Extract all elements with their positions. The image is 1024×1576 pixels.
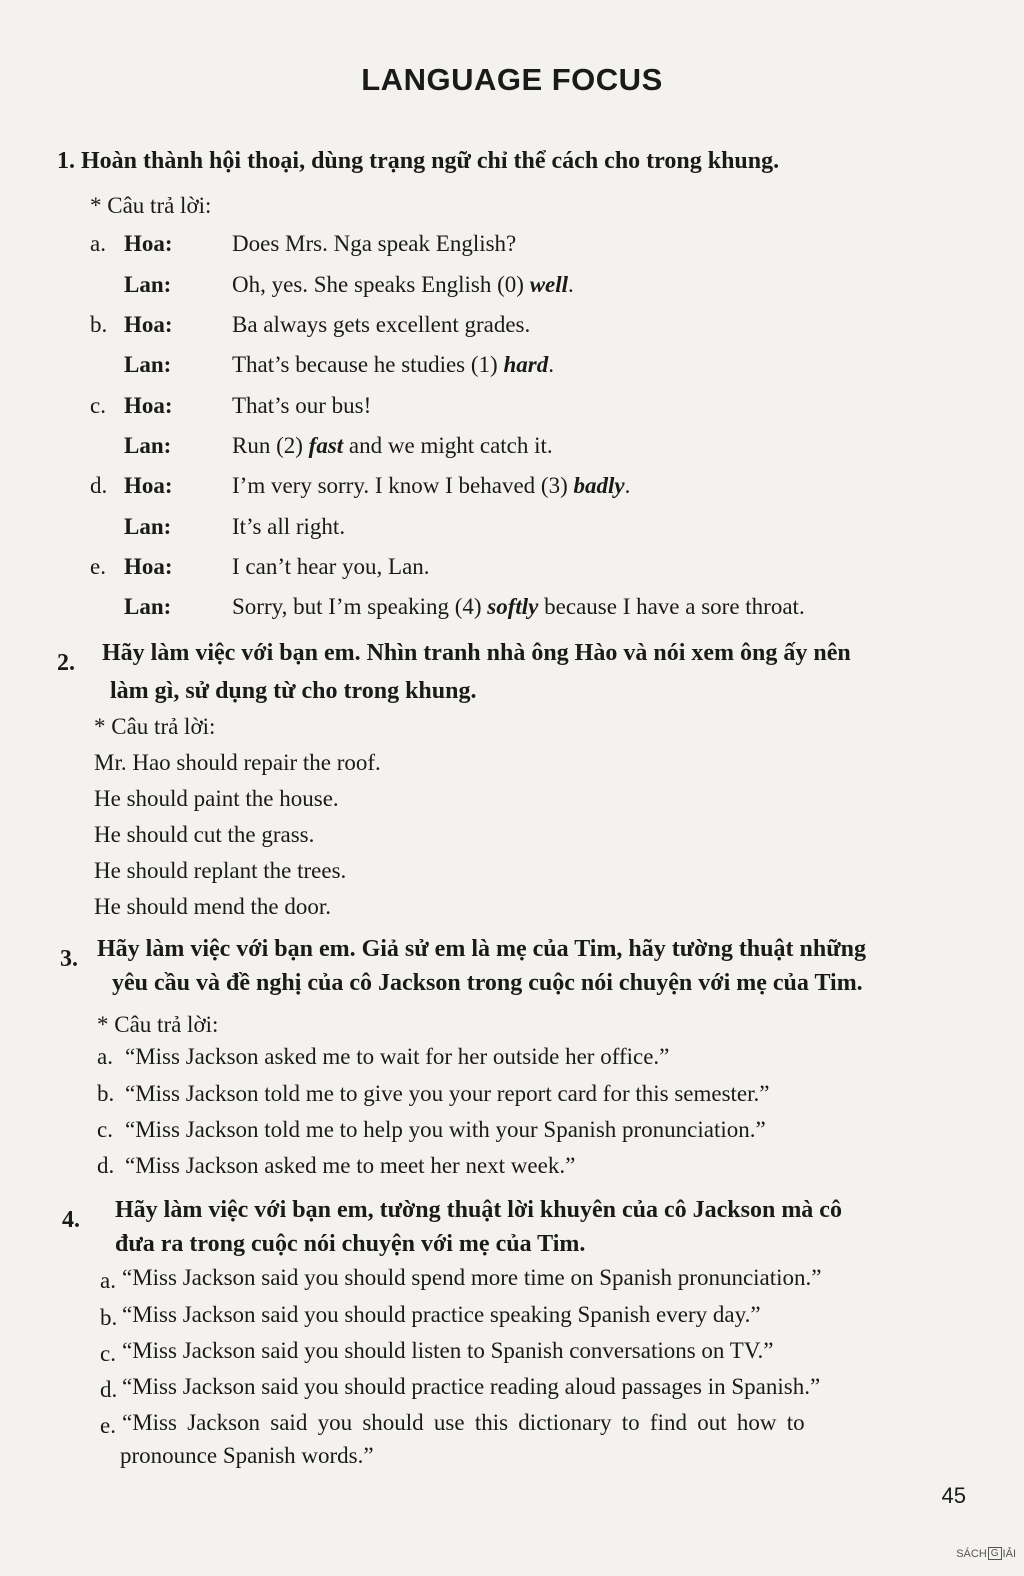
q1-item-letter: c. bbox=[90, 393, 106, 418]
speaker-label: Hoa: bbox=[124, 312, 173, 337]
watermark-left: SÁCH bbox=[956, 1547, 987, 1560]
q3-answer-label: * Câu trả lời: bbox=[97, 1012, 219, 1037]
dialogue-line: I’m very sorry. I know I behaved (3) badly. bbox=[232, 473, 631, 498]
speaker-label: Hoa: bbox=[124, 554, 173, 579]
q4-item-letter: a. bbox=[100, 1268, 116, 1293]
q1-item-letter: b. bbox=[90, 312, 108, 337]
q4-number: 4. bbox=[62, 1207, 80, 1233]
q1-item-letter: d. bbox=[90, 473, 108, 498]
q2-answer: He should mend the door. bbox=[94, 894, 331, 919]
speaker-label: Lan: bbox=[124, 272, 172, 297]
dialogue-line: That’s our bus! bbox=[232, 393, 372, 418]
q4-heading-line: Hãy làm việc với bạn em, tường thuật lời khuyên của cô Jackson mà cô bbox=[115, 1197, 842, 1223]
q2-heading-line: làm gì, sử dụng từ cho trong khung. bbox=[110, 678, 477, 704]
q4-item-text: “Miss Jackson said you should use this dictionary to find out how to bbox=[122, 1410, 805, 1435]
q4-item-letter: c. bbox=[100, 1341, 116, 1366]
q3-number: 3. bbox=[60, 946, 78, 972]
q2-heading-line: Hãy làm việc với bạn em. Nhìn tranh nhà ông Hào và nói xem ông ấy nên bbox=[102, 640, 851, 666]
q3-item-letter: c. bbox=[97, 1117, 113, 1142]
q3-item-letter: b. bbox=[97, 1081, 115, 1106]
q2-answer-label: * Câu trả lời: bbox=[94, 714, 216, 739]
speaker-label: Lan: bbox=[124, 352, 172, 377]
speaker-label: Hoa: bbox=[124, 393, 173, 418]
q1-item-letter: a. bbox=[90, 231, 106, 256]
speaker-label: Lan: bbox=[124, 514, 172, 539]
page-title: LANGUAGE FOCUS bbox=[361, 62, 663, 97]
q3-heading-line: Hãy làm việc với bạn em. Giả sử em là mẹ của Tim, hãy tường thuật những bbox=[97, 936, 866, 962]
dialogue-line: Oh, yes. She speaks English (0) well. bbox=[232, 272, 574, 297]
dialogue-line: Run (2) fast and we might catch it. bbox=[232, 433, 553, 458]
answer-adverb: hard bbox=[503, 352, 549, 377]
q4-item-text: “Miss Jackson said you should practice reading aloud passages in Spanish.” bbox=[122, 1374, 821, 1399]
q2-answer: He should replant the trees. bbox=[94, 858, 347, 883]
answer-adverb: fast bbox=[308, 433, 344, 458]
watermark-box: G bbox=[988, 1547, 1002, 1560]
q1-heading-text: Hoàn thành hội thoại, dùng trạng ngữ chỉ thể cách cho trong khung. bbox=[81, 148, 780, 174]
q1-number: 1. bbox=[57, 148, 75, 174]
dialogue-line: Ba always gets excellent grades. bbox=[232, 312, 531, 337]
answer-adverb: well bbox=[529, 272, 569, 297]
speaker-label: Hoa: bbox=[124, 473, 173, 498]
q4-item-text: “Miss Jackson said you should spend more time on Spanish pronunciation.” bbox=[122, 1265, 822, 1290]
q3-item-letter: d. bbox=[97, 1153, 115, 1178]
speaker-label: Lan: bbox=[124, 594, 172, 619]
watermark-logo bbox=[956, 1547, 1016, 1560]
q4-item-text: “Miss Jackson said you should listen to Spanish conversations on TV.” bbox=[122, 1338, 774, 1363]
answer-adverb: badly bbox=[573, 473, 625, 498]
q3-heading-line: yêu cầu và đề nghị của cô Jackson trong cuộc nói chuyện với mẹ của Tim. bbox=[112, 970, 863, 996]
dialogue-line: Does Mrs. Nga speak English? bbox=[232, 231, 517, 256]
q4-item-text: “Miss Jackson said you should practice speaking Spanish every day.” bbox=[122, 1302, 761, 1327]
dialogue-line: Sorry, but I’m speaking (4) softly because I have a sore throat. bbox=[232, 594, 805, 619]
q3-item-letter: a. bbox=[97, 1044, 113, 1069]
dialogue-line: I can’t hear you, Lan. bbox=[232, 554, 430, 579]
q4-item-letter: d. bbox=[100, 1377, 118, 1402]
q1-item-letter: e. bbox=[90, 554, 106, 579]
speaker-label: Hoa: bbox=[124, 231, 173, 256]
q4-item-letter: b. bbox=[100, 1305, 118, 1330]
q2-answer: He should paint the house. bbox=[94, 786, 339, 811]
q2-answer: Mr. Hao should repair the roof. bbox=[94, 750, 381, 775]
q1-answer-label: * Câu trả lời: bbox=[90, 193, 212, 218]
page-number: 45 bbox=[941, 1483, 966, 1508]
speaker-label: Lan: bbox=[124, 433, 172, 458]
q4-heading-line: đưa ra trong cuộc nói chuyện với mẹ của Tim. bbox=[115, 1231, 586, 1257]
dialogue-line: That’s because he studies (1) hard. bbox=[232, 352, 554, 377]
q3-item-text: “Miss Jackson asked me to wait for her outside her office.” bbox=[125, 1044, 670, 1069]
watermark-right: IẢI bbox=[1002, 1547, 1016, 1560]
q3-item-text: “Miss Jackson told me to give you your report card for this semester.” bbox=[125, 1081, 770, 1106]
q3-item-text: “Miss Jackson told me to help you with your Spanish pronunciation.” bbox=[125, 1117, 766, 1142]
q2-number: 2. bbox=[57, 650, 75, 676]
dialogue-line: It’s all right. bbox=[232, 514, 346, 539]
q2-answer: He should cut the grass. bbox=[94, 822, 315, 847]
q3-item-text: “Miss Jackson asked me to meet her next week.” bbox=[125, 1153, 576, 1178]
q4-item-text-cont: pronounce Spanish words.” bbox=[120, 1443, 374, 1468]
q1-heading bbox=[57, 148, 779, 175]
q4-item-letter: e. bbox=[100, 1413, 116, 1438]
answer-adverb: softly bbox=[487, 594, 539, 619]
